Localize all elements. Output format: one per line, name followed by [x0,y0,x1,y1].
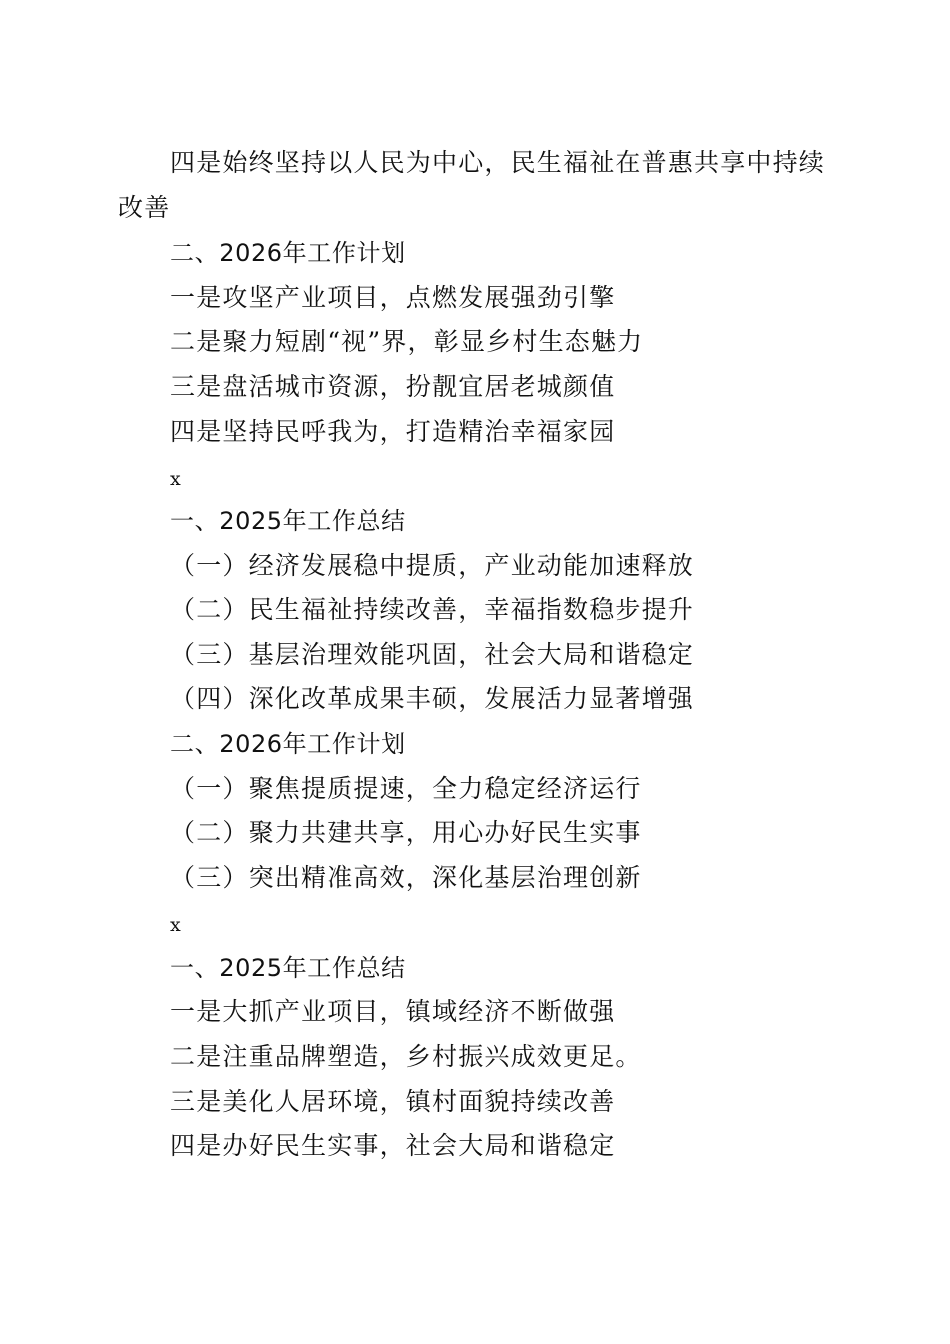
summary-item: 一是大抓产业项目，镇域经济不断做强 [170,997,616,1026]
plan-item: 一是攻坚产业项目，点燃发展强劲引擎 [170,283,616,312]
plan-item: （一）聚焦提质提速，全力稳定经济运行 [170,774,642,803]
summary-item: （四）深化改革成果丰硕，发展活力显著增强 [170,684,695,713]
summary-item: （一）经济发展稳中提质，产业动能加速释放 [170,551,695,580]
plan-item: （三）突出精准高效，深化基层治理创新 [170,863,642,892]
plan-item: （二）聚力共建共享，用心办好民生实事 [170,818,642,847]
section-heading-plan: 二、2026年工作计划 [170,239,406,267]
section-heading-summary: 一、2025年工作总结 [170,954,406,982]
section-heading-summary: 一、2025年工作总结 [170,507,406,535]
plan-item: 三是盘活城市资源，扮靓宜居老城颜值 [170,372,616,401]
summary-item: 三是美化人居环境，镇村面貌持续改善 [170,1087,616,1116]
plan-item: 二是聚力短剧“视”界，彰显乡村生态魅力 [170,327,644,356]
plan-item: 四是坚持民呼我为，打造精治幸福家园 [170,417,616,446]
separator-marker: x [170,914,181,936]
summary-item: 二是注重品牌塑造，乡村振兴成效更足。 [170,1042,642,1071]
section-heading-plan: 二、2026年工作计划 [170,730,406,758]
paragraph-line-wrap: 改善 [118,193,171,222]
paragraph-line: 四是始终坚持以人民为中心，民生福祉在普惠共享中持续 [170,148,826,177]
summary-item: 四是办好民生实事，社会大局和谐稳定 [170,1131,616,1160]
summary-item: （三）基层治理效能巩固，社会大局和谐稳定 [170,640,695,669]
summary-item: （二）民生福祉持续改善，幸福指数稳步提升 [170,595,695,624]
separator-marker: x [170,468,181,490]
